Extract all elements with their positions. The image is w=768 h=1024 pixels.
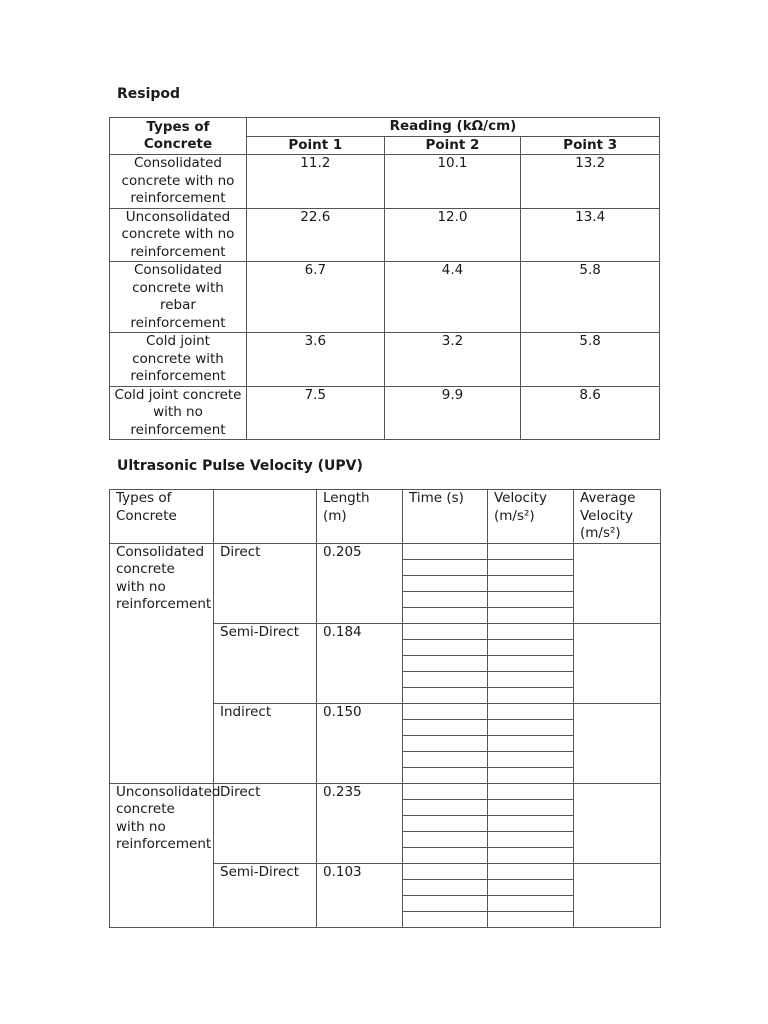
table-row	[110, 333, 660, 387]
upv-header-row	[110, 490, 661, 544]
resipod-header-point: Point 1	[246, 136, 384, 155]
time-cell	[403, 639, 488, 655]
resipod-title: Resipod	[117, 86, 181, 102]
reading-cell: 12.0	[384, 208, 521, 262]
length-cell: 0.235	[317, 783, 403, 863]
reading-cell: 22.6	[246, 208, 384, 262]
velocity-cell	[488, 687, 574, 703]
concrete-type-cell: Unconsolidated concrete with no reinforcement	[110, 208, 247, 262]
time-cell	[403, 671, 488, 687]
time-cell	[403, 687, 488, 703]
reading-cell: 3.6	[246, 333, 384, 387]
length-cell: 0.103	[317, 863, 403, 927]
reading-cell: 5.8	[521, 262, 660, 333]
reading-cell: 13.2	[521, 155, 660, 209]
reading-cell: 13.4	[521, 208, 660, 262]
time-cell	[403, 735, 488, 751]
resipod-header-type: Types of Concrete	[110, 118, 247, 155]
velocity-cell	[488, 879, 574, 895]
length-cell: 0.184	[317, 623, 403, 703]
velocity-cell	[488, 783, 574, 799]
time-cell	[403, 799, 488, 815]
reading-cell: 11.2	[246, 155, 384, 209]
velocity-cell	[488, 895, 574, 911]
velocity-cell	[488, 831, 574, 847]
velocity-cell	[488, 863, 574, 879]
table-row	[110, 783, 661, 799]
velocity-cell	[488, 911, 574, 927]
time-cell	[403, 751, 488, 767]
velocity-cell	[488, 735, 574, 751]
table-row	[110, 262, 660, 333]
reading-cell: 7.5	[246, 386, 384, 440]
table-row	[110, 543, 661, 559]
velocity-cell	[488, 607, 574, 623]
concrete-type-cell: Consolidated concrete with no reinforcement	[110, 155, 247, 209]
time-cell	[403, 575, 488, 591]
velocity-cell	[488, 639, 574, 655]
upv-header-method	[214, 490, 317, 544]
method-cell: Direct	[214, 783, 317, 863]
length-cell: 0.205	[317, 543, 403, 623]
velocity-cell	[488, 767, 574, 783]
velocity-cell	[488, 623, 574, 639]
reading-cell: 4.4	[384, 262, 521, 333]
time-cell	[403, 783, 488, 799]
average-velocity-cell	[574, 703, 661, 783]
time-cell	[403, 863, 488, 879]
reading-cell: 8.6	[521, 386, 660, 440]
time-cell	[403, 911, 488, 927]
method-cell: Semi-Direct	[214, 863, 317, 927]
time-cell	[403, 655, 488, 671]
resipod-header-point: Point 3	[521, 136, 660, 155]
velocity-cell	[488, 559, 574, 575]
time-cell	[403, 607, 488, 623]
velocity-cell	[488, 655, 574, 671]
time-cell	[403, 847, 488, 863]
velocity-cell	[488, 799, 574, 815]
average-velocity-cell	[574, 543, 661, 623]
upv-header-type: Types of Concrete	[110, 490, 214, 544]
average-velocity-cell	[574, 863, 661, 927]
reading-cell: 5.8	[521, 333, 660, 387]
concrete-type-cell: Consolidated concrete with rebar reinforcement	[110, 262, 247, 333]
time-cell	[403, 879, 488, 895]
average-velocity-cell	[574, 783, 661, 863]
upv-header-length: Length (m)	[317, 490, 403, 544]
resipod-header-point: Point 2	[384, 136, 521, 155]
concrete-type-cell: Cold joint concrete with reinforcement	[110, 333, 247, 387]
average-velocity-cell	[574, 623, 661, 703]
time-cell	[403, 767, 488, 783]
reading-cell: 10.1	[384, 155, 521, 209]
upv-header-velocity: Velocity (m/s²)	[488, 490, 574, 544]
concrete-type-cell: Consolidated concrete with no reinforcement	[110, 543, 214, 783]
reading-cell: 6.7	[246, 262, 384, 333]
velocity-cell	[488, 591, 574, 607]
velocity-cell	[488, 847, 574, 863]
time-cell	[403, 591, 488, 607]
resipod-table	[109, 117, 660, 440]
time-cell	[403, 623, 488, 639]
time-cell	[403, 815, 488, 831]
time-cell	[403, 559, 488, 575]
table-row	[110, 155, 660, 209]
velocity-cell	[488, 671, 574, 687]
concrete-type-cell: Cold joint concrete with no reinforcement	[110, 386, 247, 440]
method-cell: Direct	[214, 543, 317, 623]
time-cell	[403, 543, 488, 559]
resipod-header-reading: Reading (kΩ/cm)	[246, 118, 659, 137]
upv-header-time: Time (s)	[403, 490, 488, 544]
velocity-cell	[488, 575, 574, 591]
upv-title: Ultrasonic Pulse Velocity (UPV)	[117, 458, 363, 474]
time-cell	[403, 719, 488, 735]
reading-cell: 3.2	[384, 333, 521, 387]
velocity-cell	[488, 815, 574, 831]
upv-table	[109, 489, 661, 928]
time-cell	[403, 703, 488, 719]
table-row	[110, 208, 660, 262]
method-cell: Indirect	[214, 703, 317, 783]
velocity-cell	[488, 751, 574, 767]
time-cell	[403, 895, 488, 911]
time-cell	[403, 831, 488, 847]
table-row	[110, 386, 660, 440]
velocity-cell	[488, 543, 574, 559]
velocity-cell	[488, 719, 574, 735]
concrete-type-cell: Unconsolidated concrete with no reinforcement	[110, 783, 214, 927]
velocity-cell	[488, 703, 574, 719]
method-cell: Semi-Direct	[214, 623, 317, 703]
length-cell: 0.150	[317, 703, 403, 783]
upv-header-average-velocity: Average Velocity (m/s²)	[574, 490, 661, 544]
reading-cell: 9.9	[384, 386, 521, 440]
